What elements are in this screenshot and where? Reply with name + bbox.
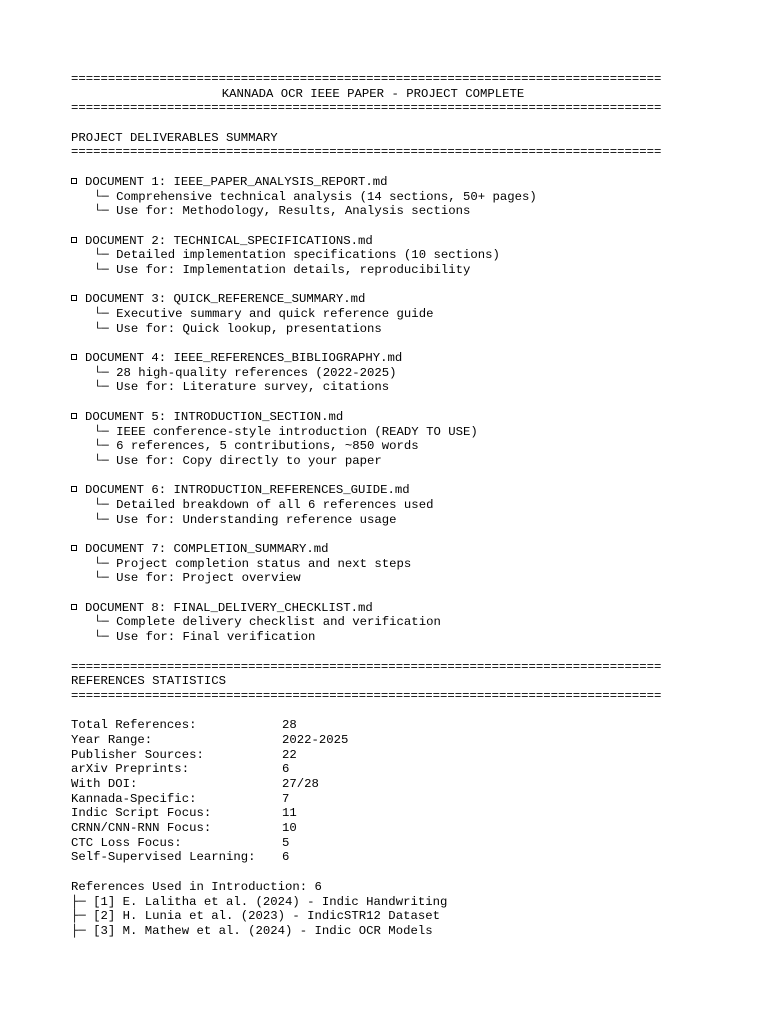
stat-value: 6 [282, 850, 290, 865]
document-item [71, 542, 761, 601]
document-item [71, 292, 761, 351]
document-title: DOCUMENT 2: TECHNICAL_SPECIFICATIONS.md [85, 233, 373, 248]
document-detail: └─ Project completion status and next steps [94, 556, 412, 571]
stat-value: 7 [282, 791, 290, 806]
document-label [71, 175, 761, 190]
document-page [71, 72, 761, 939]
document-title: DOCUMENT 4: IEEE_REFERENCES_BIBLIOGRAPHY.md [85, 351, 403, 366]
square-bullet-icon [71, 545, 77, 551]
document-item [71, 234, 761, 293]
rule-line: ================================================================================ [71, 101, 662, 116]
square-bullet-icon [71, 604, 77, 610]
document-title: DOCUMENT 5: INTRODUCTION_SECTION.md [85, 409, 344, 424]
document-item [71, 351, 761, 410]
document-detail: └─ Use for: Quick lookup, presentations [94, 321, 382, 336]
stat-row [71, 733, 761, 748]
stat-row [71, 792, 761, 807]
stats-table [71, 718, 761, 865]
document-title: DOCUMENT 7: COMPLETION_SUMMARY.md [85, 542, 329, 556]
document-title: DOCUMENT 6: INTRODUCTION_REFERENCES_GUIDE.md [85, 483, 410, 498]
stat-row [71, 762, 761, 777]
intro-ref-item: ├─ [1] E. Lalitha et al. (2024) - Indic Handwriting [71, 894, 448, 909]
document-label [71, 542, 761, 557]
stat-value: 11 [282, 806, 297, 821]
square-bullet-icon [71, 178, 77, 184]
rule-line: ================================================================================ [71, 659, 662, 674]
stat-row [71, 777, 761, 792]
stat-label: Indic Script Focus: [71, 806, 212, 821]
square-bullet-icon [71, 237, 77, 243]
document-label [71, 351, 761, 366]
document-label [71, 292, 761, 307]
document-label [71, 410, 761, 425]
document-detail: └─ Use for: Final verification [94, 630, 316, 645]
document-detail: └─ Use for: Copy directly to your paper [94, 453, 382, 468]
stat-row [71, 718, 761, 733]
document-item [71, 483, 761, 542]
rule-line: ================================================================================ [71, 145, 662, 160]
document-label [71, 483, 761, 498]
document-title: DOCUMENT 3: QUICK_REFERENCE_SUMMARY.md [85, 292, 366, 307]
document-item [71, 601, 761, 660]
rule-line: ================================================================================ [71, 688, 662, 703]
stat-value: 10 [282, 821, 297, 836]
intro-ref-item: ├─ [3] M. Mathew et al. (2024) - Indic OCR Models [71, 923, 433, 938]
document-detail: └─ 6 references, 5 contributions, ~850 words [94, 439, 419, 454]
stat-label: CRNN/CNN-RNN Focus: [71, 821, 212, 836]
document-detail: └─ Use for: Understanding reference usage [94, 512, 397, 527]
document-label [71, 601, 761, 616]
document-label [71, 234, 761, 249]
stat-label: Year Range: [71, 732, 153, 747]
stat-row [71, 748, 761, 763]
document-detail: └─ Executive summary and quick reference guide [94, 307, 434, 321]
stat-value: 2022-2025 [282, 732, 349, 747]
document-title: DOCUMENT 8: FINAL_DELIVERY_CHECKLIST.md [85, 600, 373, 615]
stat-label: Total References: [71, 718, 197, 733]
document-detail: └─ IEEE conference-style introduction (READY TO USE) [94, 424, 478, 439]
intro-ref-item: ├─ [2] H. Lunia et al. (2023) - IndicSTR12 Dataset [71, 909, 440, 924]
square-bullet-icon [71, 413, 77, 419]
document-title: DOCUMENT 1: IEEE_PAPER_ANALYSIS_REPORT.md [85, 174, 388, 189]
stat-label: arXiv Preprints: [71, 762, 190, 777]
stat-label: Publisher Sources: [71, 747, 204, 762]
stat-row [71, 836, 761, 851]
document-item [71, 175, 761, 234]
stat-value: 22 [282, 747, 297, 762]
document-detail: └─ Comprehensive technical analysis (14 sections, 50+ pages) [94, 189, 537, 204]
stat-label: CTC Loss Focus: [71, 835, 182, 850]
document-detail: └─ Use for: Project overview [94, 571, 301, 586]
intro-refs-heading: References Used in Introduction: 6 [71, 879, 322, 894]
square-bullet-icon [71, 354, 77, 360]
rule-line: ================================================================================ [71, 72, 662, 86]
document-detail: └─ Use for: Methodology, Results, Analysis sections [94, 204, 471, 219]
stat-value: 6 [282, 762, 290, 777]
document-item [71, 410, 761, 483]
page-title: KANNADA OCR IEEE PAPER - PROJECT COMPLETE [221, 86, 525, 101]
document-list [71, 175, 761, 660]
stat-label: With DOI: [71, 777, 138, 791]
document-detail: └─ Use for: Implementation details, reproducibility [94, 262, 471, 277]
document-detail: └─ Detailed implementation specifications (10 sections) [94, 248, 500, 263]
document-detail: └─ Detailed breakdown of all 6 references used [94, 497, 434, 512]
stats-heading: REFERENCES STATISTICS [71, 674, 226, 689]
document-detail: └─ Use for: Literature survey, citations [94, 380, 390, 395]
stat-label: Self-Supervised Learning: [71, 850, 256, 865]
stat-value: 5 [282, 835, 290, 850]
document-detail: └─ 28 high-quality references (2022-2025) [94, 365, 397, 380]
intro-refs-list [71, 895, 761, 939]
square-bullet-icon [71, 486, 77, 492]
square-bullet-icon [71, 295, 77, 301]
stat-row [71, 850, 761, 865]
stat-label: Kannada-Specific: [71, 791, 197, 806]
deliverables-heading: PROJECT DELIVERABLES SUMMARY [71, 130, 278, 145]
stat-value: 27/28 [282, 777, 319, 791]
document-detail: └─ Complete delivery checklist and verification [94, 615, 441, 630]
stat-row [71, 821, 761, 836]
stat-value: 28 [282, 718, 297, 733]
stat-row [71, 806, 761, 821]
